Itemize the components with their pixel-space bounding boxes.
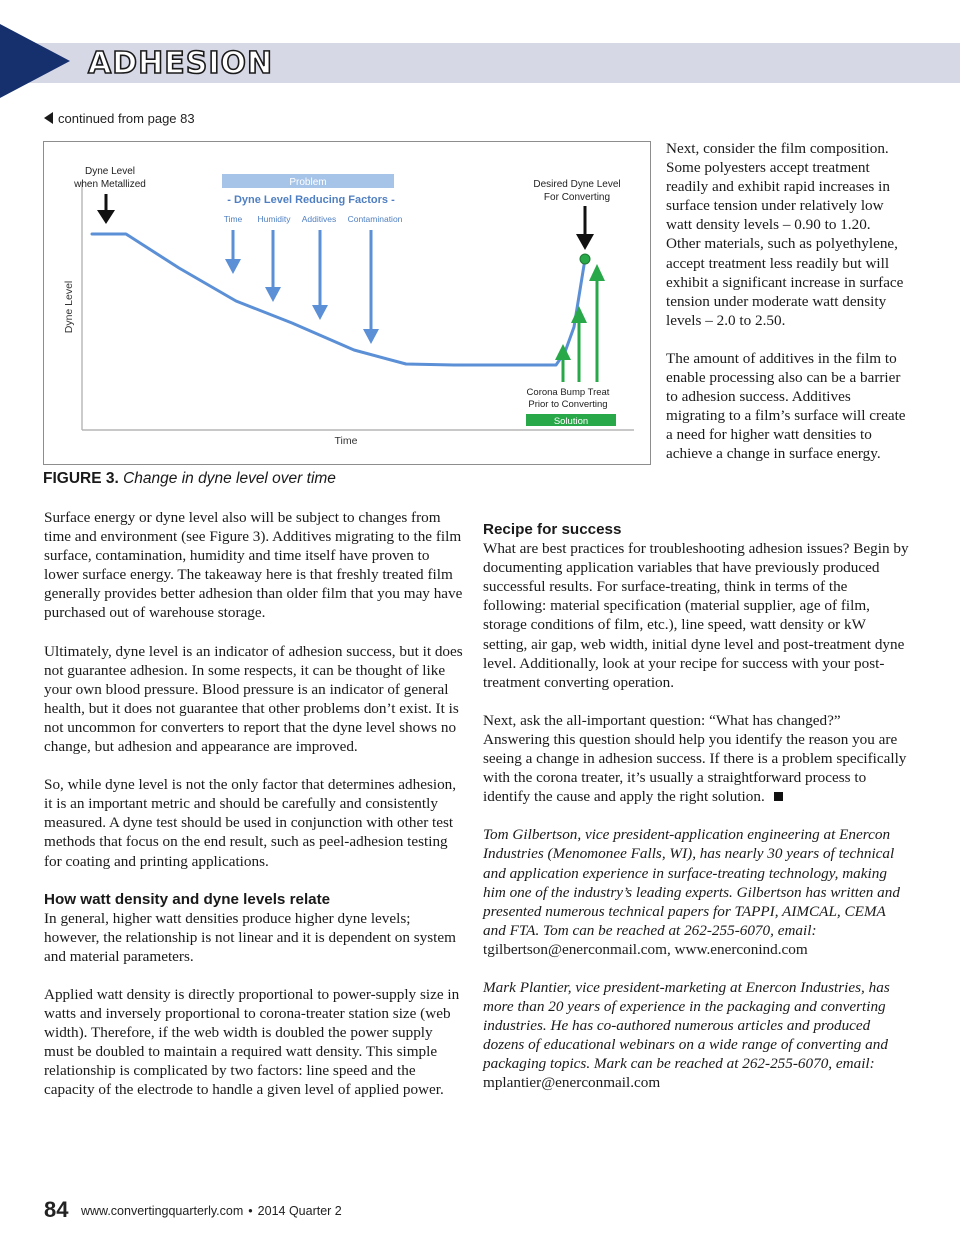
bump-label-1: Corona Bump Treat [526, 387, 610, 398]
heading-recipe: Recipe for success [483, 521, 622, 538]
heading-watt-density: How watt density and dyne levels relate [44, 890, 331, 908]
time-arrow-icon [225, 230, 241, 274]
paragraph-additives: The amount of additives in the film to enable processing also can be a barrier to adhesion success. Additives migrating to a film’s surface will create a need for higher watt densities to achieve a change in surface energy. [666, 349, 906, 463]
bio-gilbertson-text: Tom Gilbertson, vice president-application engineering at Enercon Industries (Menomonee Falls, WI), has nearly 30 years of technical and application experience in surface-treating technology, making him one of the industry’s leading experts. Gilbertson has written and presented numerous technical papers for TAPPI, AIMCAL, CEMA and FTA. Tom can be reached at 262-255-6070, email: [483, 826, 900, 939]
paragraph-surface-energy: Surface energy or dyne level also will be subject to changes from time and environment (see Figure 3). Additives migrating to the film surface, contamination, humidity and time itself have proven to lower surface energy. The takeaway here is that freshly treated film generally provides better adhesion than older film that you may have purchased out of warehouse storage. [44, 509, 463, 622]
additives-arrow-icon [312, 230, 328, 320]
reducing-factors-label: - Dyne Level Reducing Factors - [227, 194, 395, 206]
left-column [44, 508, 464, 1119]
figure-3 [43, 141, 651, 465]
bio-plantier [483, 978, 909, 1093]
bump-arrow-large-icon [589, 264, 605, 382]
metallized-label-2: when Metallized [74, 179, 146, 190]
paragraph-blood-pressure: Ultimately, dyne level is an indicator of adhesion success, but it does not guarantee adhesion. In some respects, it can be thought of like your own blood pressure. Blood pressure is an indicator of general health, but it does not guarantee that other problems don’t exist. It is not uncommon for converters to report that the dyne level shows no change, but adhesion and appearance are improved. [44, 642, 463, 756]
bump-label-2: Prior to Converting [528, 399, 608, 410]
desired-label-2: For Converting [543, 192, 611, 203]
page-number: 84 [44, 1197, 69, 1222]
figure-caption [43, 470, 643, 488]
paragraph-dyne-test: So, while dyne level is not the only factor that determines adhesion, it is an important metric and should be carefully and consistently measured. A dyne test should be used in conjunction with other test methods that focus on the end result, such as peel-adhesion testing for coating and printing applications. [44, 776, 457, 870]
top-right-column [666, 139, 906, 483]
solution-label: Solution [553, 416, 589, 427]
bio-plantier-email[interactable]: mplantier@enerconmail.com [483, 1074, 661, 1092]
paragraph-what-changed [483, 711, 909, 806]
footer-issue: 2014 Quarter 2 [257, 1204, 342, 1218]
desired-level-point [580, 254, 590, 264]
paragraph-applied-watt-density: Applied watt density is directly proportional to power-supply size in watts and inversely proportional to corona-treater station size (web width). Therefore, if the web width is doubled the power supply must be doubled to maintain a required watt density. This simple relationship is complicated by two factors: line speed and the capacity of the electrode to handle a given level of applied power. [44, 985, 460, 1099]
bio-gilbertson [483, 825, 909, 959]
paragraph-watt-density-general: In general, higher watt densities produce higher dyne levels; however, the relationship is not linear and it is dependent on system and material parameters. [44, 909, 456, 965]
bump-arrow-medium-icon [571, 306, 587, 382]
factor-contamination: Contamination [347, 214, 403, 224]
banner-triangle-icon [0, 24, 70, 98]
what-changed-text: Next, ask the all-important question: “What has changed?” Answering this question should help you identify the reason you are seeing a change in adhesion success. If there is a problem specifically with the corona treater, it’s usually a straightforward process to identify the cause and apply the right solution. [483, 711, 907, 806]
section-title: ADHESION [88, 46, 274, 81]
metallized-arrow-icon [97, 194, 115, 224]
bio-gilbertson-website[interactable]: www.enerconind.com [674, 940, 808, 958]
contamination-arrow-icon [363, 230, 379, 344]
figure-caption-label: FIGURE 3. [43, 470, 119, 487]
desired-label-1: Desired Dyne Level [533, 179, 621, 190]
metallized-label-1: Dyne Level [84, 166, 136, 177]
paragraph-film-composition: Next, consider the film composition. Some polyesters accept treatment readily and exhibit rapid increases in surface tension under relatively low watt density levels – 0.90 to 1.20. Other materials, such as polyethylene, accept treatment less readily but will exhibit a significant increase in surface tension under moderate watt density levels – 2.0 to 2.50. [666, 140, 904, 329]
desired-arrow-icon [576, 206, 594, 250]
dyne-level-curve [92, 234, 585, 365]
page-footer [44, 1197, 342, 1223]
factor-time: Time [223, 214, 243, 224]
bio-gilbertson-email[interactable]: tgilbertson@enerconmail.com, [483, 940, 671, 958]
figure-caption-text: Change in dyne level over time [123, 470, 336, 487]
continued-from-note[interactable] [44, 111, 195, 126]
factor-additives: Additives [301, 214, 337, 224]
end-of-article-icon [774, 792, 783, 801]
continued-text: continued from page 83 [58, 111, 195, 126]
y-axis-label: Dyne Level [63, 280, 75, 334]
factor-humidity: Humidity [257, 214, 291, 224]
paragraph-best-practices: What are best practices for troubleshooting adhesion issues? Begin by documenting application variables that have previously produced successful results. For surface-treating, think in terms of the following: material specification (material supplier, age of film, storage conditions of film, etc.), line speed, watt density or kW setting, air gap, web width, initial dyne level and post-treatment dyne level. Additionally, look at your recipe for success with your post-treatment converting operation. [483, 540, 909, 691]
footer-separator: • [248, 1204, 253, 1218]
humidity-arrow-icon [265, 230, 281, 302]
footer-website[interactable]: www.convertingquarterly.com [80, 1204, 244, 1218]
x-axis-label: Time [334, 435, 358, 447]
bio-plantier-text: Mark Plantier, vice president-marketing at Enercon Industries, has more than 20 years of experience in the packaging and converting industries. He has co-authored numerous articles and produced dozens of educational webinars on a wide range of converting and packaging topics. Mark can be reached at 262-255-6070, email: [483, 978, 890, 1073]
left-triangle-icon [44, 112, 53, 124]
dyne-level-diagram [44, 142, 650, 464]
problem-label: Problem [289, 177, 327, 188]
right-column [483, 520, 909, 1112]
